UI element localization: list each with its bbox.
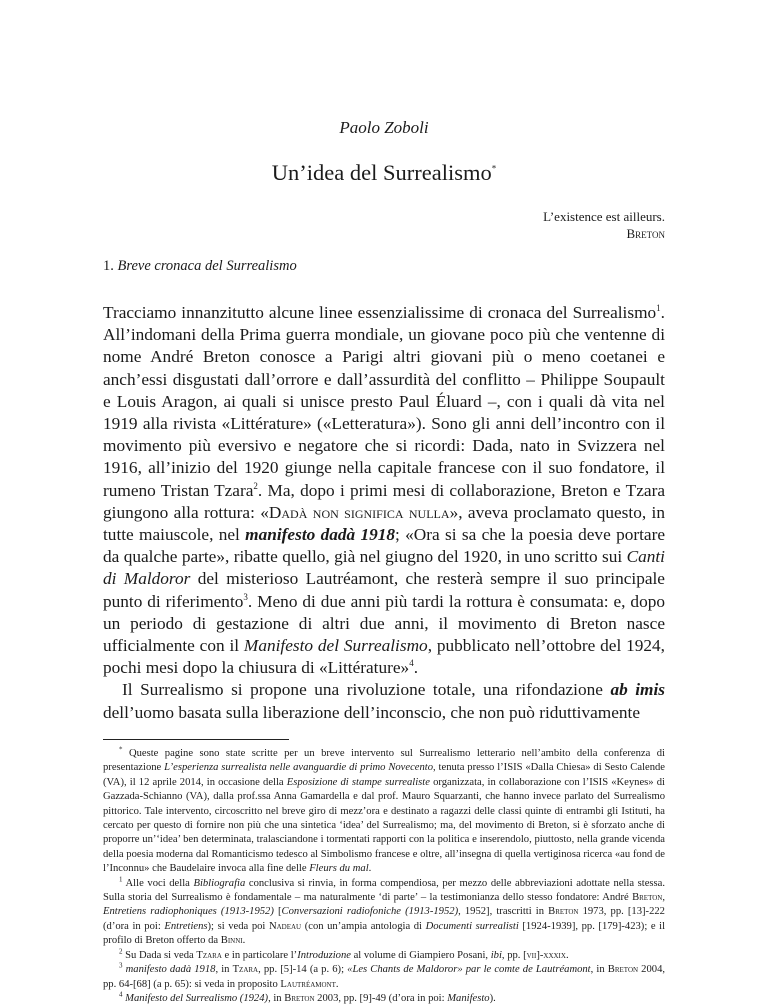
footnote-mark: 3 bbox=[119, 961, 123, 970]
text-run: al volume di Giampiero Posani, bbox=[350, 949, 491, 961]
author-smallcaps: Breton bbox=[632, 892, 663, 904]
text-run: dell’uomo basata sulla liberazione dell’inconscio, che non può riduttivamente bbox=[103, 702, 640, 722]
text-run: . bbox=[335, 978, 339, 990]
text-run: 2004, pp. 64-[68] (a p. 65): si veda in proposito bbox=[103, 964, 666, 990]
footnote-1 bbox=[103, 877, 665, 949]
italic-title: Manifesto bbox=[447, 992, 490, 1004]
body-text bbox=[103, 302, 665, 724]
epigraph-attribution: Breton bbox=[626, 226, 665, 241]
author-smallcaps: Lautréamont bbox=[280, 978, 336, 990]
author-smallcaps: Breton bbox=[284, 992, 315, 1004]
text-run: , pp. [5]-14 (a p. 6); bbox=[258, 964, 348, 976]
section-title: Breve cronaca del Surrealismo bbox=[117, 258, 297, 274]
author-smallcaps: Tzara bbox=[232, 964, 259, 976]
text-run: . bbox=[368, 863, 372, 875]
footnote-ref-2[interactable]: 2 bbox=[253, 480, 258, 491]
text-run: Tracciamo innanzitutto alcune linee essenzialissime di cronaca del Surrealismo bbox=[103, 303, 657, 322]
article-title bbox=[103, 160, 665, 186]
paragraph bbox=[103, 679, 665, 723]
text-run: , tenuta presso l’ISIS «Dalla Chiesa» di Sesto Calende (VA), il 12 aprile 2014, in occasione della bbox=[103, 762, 666, 788]
section-number: 1. bbox=[103, 258, 114, 274]
small-caps-quote: Dadà non significa nulla bbox=[268, 502, 450, 522]
text-run: ]- bbox=[536, 949, 544, 961]
text-run: conclusiva si rinvia, in forma compendiosa, per mezzo delle abbreviazioni adottate nella stessa. Sulla storia del Surrealismo è fondamentale – ma naturalmente ‘di parte’ – la testimonianza dello stesso fondatore: André bbox=[103, 877, 666, 904]
text-run: », aveva proclamato questo, in tutte maiuscole, nel bbox=[103, 502, 665, 545]
italic-title: Entretiens bbox=[164, 920, 208, 932]
text-run: Il Surrealismo si propone una rivoluzione totale, una rifondazione bbox=[122, 680, 611, 700]
roman-numeral: vii bbox=[526, 949, 537, 961]
italic-title: Fleurs du mal bbox=[309, 863, 369, 875]
text-run: organizzata, in collaborazione con l’ISIS «Keynes» di Gazzada-Schianno (VA), dalla prof.ssa Anna Gamardella e dal prof. Mauro Squarzanti, che hanno invece parlato del Surrealismo pittorico. Tale intervento, circoscritto nel breve giro di mezz’ora e destinato a ragazzi delle classi quinte di entrambi gli Istituti, ha cercato per questo di fornire non più che una sintetica ‘idea’ del Surrealismo; ma, del movimento di Breton, si è sforzato anche di proporre un’‘idea’ ben determinata, tralasciandone i tormentati rapporti con la politica e inserendolo, piuttosto, nella grande vicenda della poesia moderna dal Romanticismo tedesco al Simbolismo francese e oltre, all’insegna di quella vertiginosa ricerca «au fond de l’Inconnu» che Baudelaire invoca alla fine delle bbox=[103, 776, 665, 875]
italic-title: Introduzione bbox=[297, 949, 351, 961]
author-smallcaps: Breton bbox=[607, 964, 639, 976]
footnote-3 bbox=[103, 963, 665, 992]
italic-title: Bibliografia bbox=[193, 877, 246, 889]
title-footnote-mark[interactable]: * bbox=[491, 163, 497, 174]
text-run: . Ma, dopo i primi mesi di collaborazione, Breton e Tzara giungono alla rottura: « bbox=[103, 480, 665, 522]
footnote-mark: * bbox=[119, 745, 123, 754]
italic-title: Conversazioni radiofoniche (1913-1952) bbox=[281, 906, 459, 918]
italic-title: «Les Chants de Maldoror» par le comte de Lautréamont bbox=[347, 964, 591, 976]
italic-title: manifesto dadà 1918 bbox=[245, 525, 396, 545]
text-run: 2003, pp. [9]-49 (d’ora in poi: bbox=[314, 992, 448, 1004]
author-smallcaps: Breton bbox=[548, 906, 579, 918]
footnotes bbox=[103, 747, 665, 1006]
text-run: ; «Ora si sa che la poesia deve portare da qualche parte», ribatte quello, già nel giugno del 1920, in uno scritto sui bbox=[103, 525, 665, 567]
text-run: , 1952], trascritti in bbox=[458, 906, 549, 918]
author-smallcaps: Tzara bbox=[196, 949, 222, 961]
text-run: , pp. [ bbox=[501, 949, 527, 961]
italic-title: Manifesto del Surrealismo bbox=[243, 636, 428, 656]
text-run: Alle voci della bbox=[122, 877, 194, 889]
text-run: , in bbox=[215, 964, 233, 976]
text-run: . bbox=[565, 949, 569, 961]
text-run: , in bbox=[268, 992, 285, 1004]
italic-title: Documenti surrealisti bbox=[425, 920, 519, 932]
text-run: e in particolare l’ bbox=[221, 949, 298, 961]
footnote-ref-1[interactable]: 1 bbox=[656, 303, 661, 314]
text-run: . bbox=[242, 935, 246, 947]
italic-title: ibi bbox=[490, 949, 502, 961]
text-run: (con un’ampia antologia di bbox=[301, 920, 426, 932]
epigraph-quote: L’existence est ailleurs. bbox=[543, 209, 665, 224]
italic-title: Manifesto del Surrealismo (1924) bbox=[122, 992, 269, 1004]
text-run: [1924-1939], pp. [179]-423); e il profilo di Breton offerto da bbox=[103, 920, 666, 947]
footnote-mark: 1 bbox=[119, 875, 123, 884]
paragraph bbox=[103, 302, 665, 679]
text-run: Su Dada si veda bbox=[122, 949, 197, 961]
footnote-ref-3[interactable]: 3 bbox=[243, 591, 248, 602]
author-name: Paolo Zoboli bbox=[339, 118, 429, 137]
footnote-2 bbox=[103, 949, 665, 963]
italic-title: Entretiens radiophoniques (1913-1952) bbox=[103, 906, 274, 918]
author-smallcaps: Nadeau bbox=[268, 920, 302, 932]
italic-title: manifesto dadà 1918 bbox=[122, 964, 216, 976]
text-run: ). bbox=[489, 992, 496, 1004]
author-smallcaps: Binni bbox=[220, 935, 243, 947]
title-text: Un’idea del Surrealismo bbox=[271, 160, 492, 185]
italic-title: Canti di Maldoror bbox=[103, 547, 665, 589]
footnote-star bbox=[103, 747, 665, 877]
text-run: del misterioso Lautréamont, che resterà sempre il suo principale punto di riferimento bbox=[103, 569, 665, 611]
text-run: . bbox=[413, 658, 419, 678]
epigraph bbox=[543, 208, 665, 242]
text-run: ); si veda poi bbox=[207, 920, 269, 932]
footnote-ref-4[interactable]: 4 bbox=[409, 658, 414, 669]
footnote-mark: 2 bbox=[119, 947, 123, 956]
text-run: . Meno di due anni più tardi la rottura è consumata: e, dopo un periodo di gestazione di altri due anni, il movimento di Breton nasce ufficialmente con il bbox=[103, 591, 665, 656]
text-run: , in bbox=[590, 964, 608, 976]
text-run: Queste pagine sono state scritte per un breve intervento sul Surrealismo letterario nell’ambito della conferenza di presentazione bbox=[103, 748, 665, 774]
text-run: , bbox=[662, 892, 665, 904]
text-run: [ bbox=[273, 906, 282, 918]
text-run: . All’indomani della Prima guerra mondiale, un giovane poco più che ventenne di nome André Breton conosce a Parigi altri giovani più o meno coetanei e anch’essi disgustati dall’orrore e dall’assurdità del conflitto – Philippe Soupault e Louis Aragon, ai quali si unisce presto Paul Éluard –, con i quali dà vita nel 1919 alla rivista «Littérature» («Letteratura»). Sono gli anni dell’incontro con il movimento più eversivo e negatore che si ricordi: Dada, nato in Svizzera nel 1916, all’inizio del 1920 giunge nella capitale francese con il suo fondatore, il rumeno Tristan Tzara bbox=[103, 303, 665, 500]
italic-title: L’esperienza surrealista nelle avanguardie di primo Novecento bbox=[164, 762, 434, 774]
footnote-mark: 4 bbox=[119, 990, 123, 999]
section-heading bbox=[103, 258, 297, 275]
footnote-4 bbox=[103, 992, 665, 1006]
roman-numeral: xxxix bbox=[543, 949, 566, 961]
text-run: 1973, pp. [13]-222 (d’ora in poi: bbox=[103, 906, 665, 932]
italic-title: Esposizione di stampe surrealiste bbox=[286, 776, 430, 788]
text-run: , pubblicato nell’ottobre del 1924, pochi mesi dopo la chiusura di «Littérature» bbox=[103, 636, 665, 678]
footnote-separator bbox=[103, 739, 289, 740]
italic-phrase: ab imis bbox=[610, 680, 665, 700]
